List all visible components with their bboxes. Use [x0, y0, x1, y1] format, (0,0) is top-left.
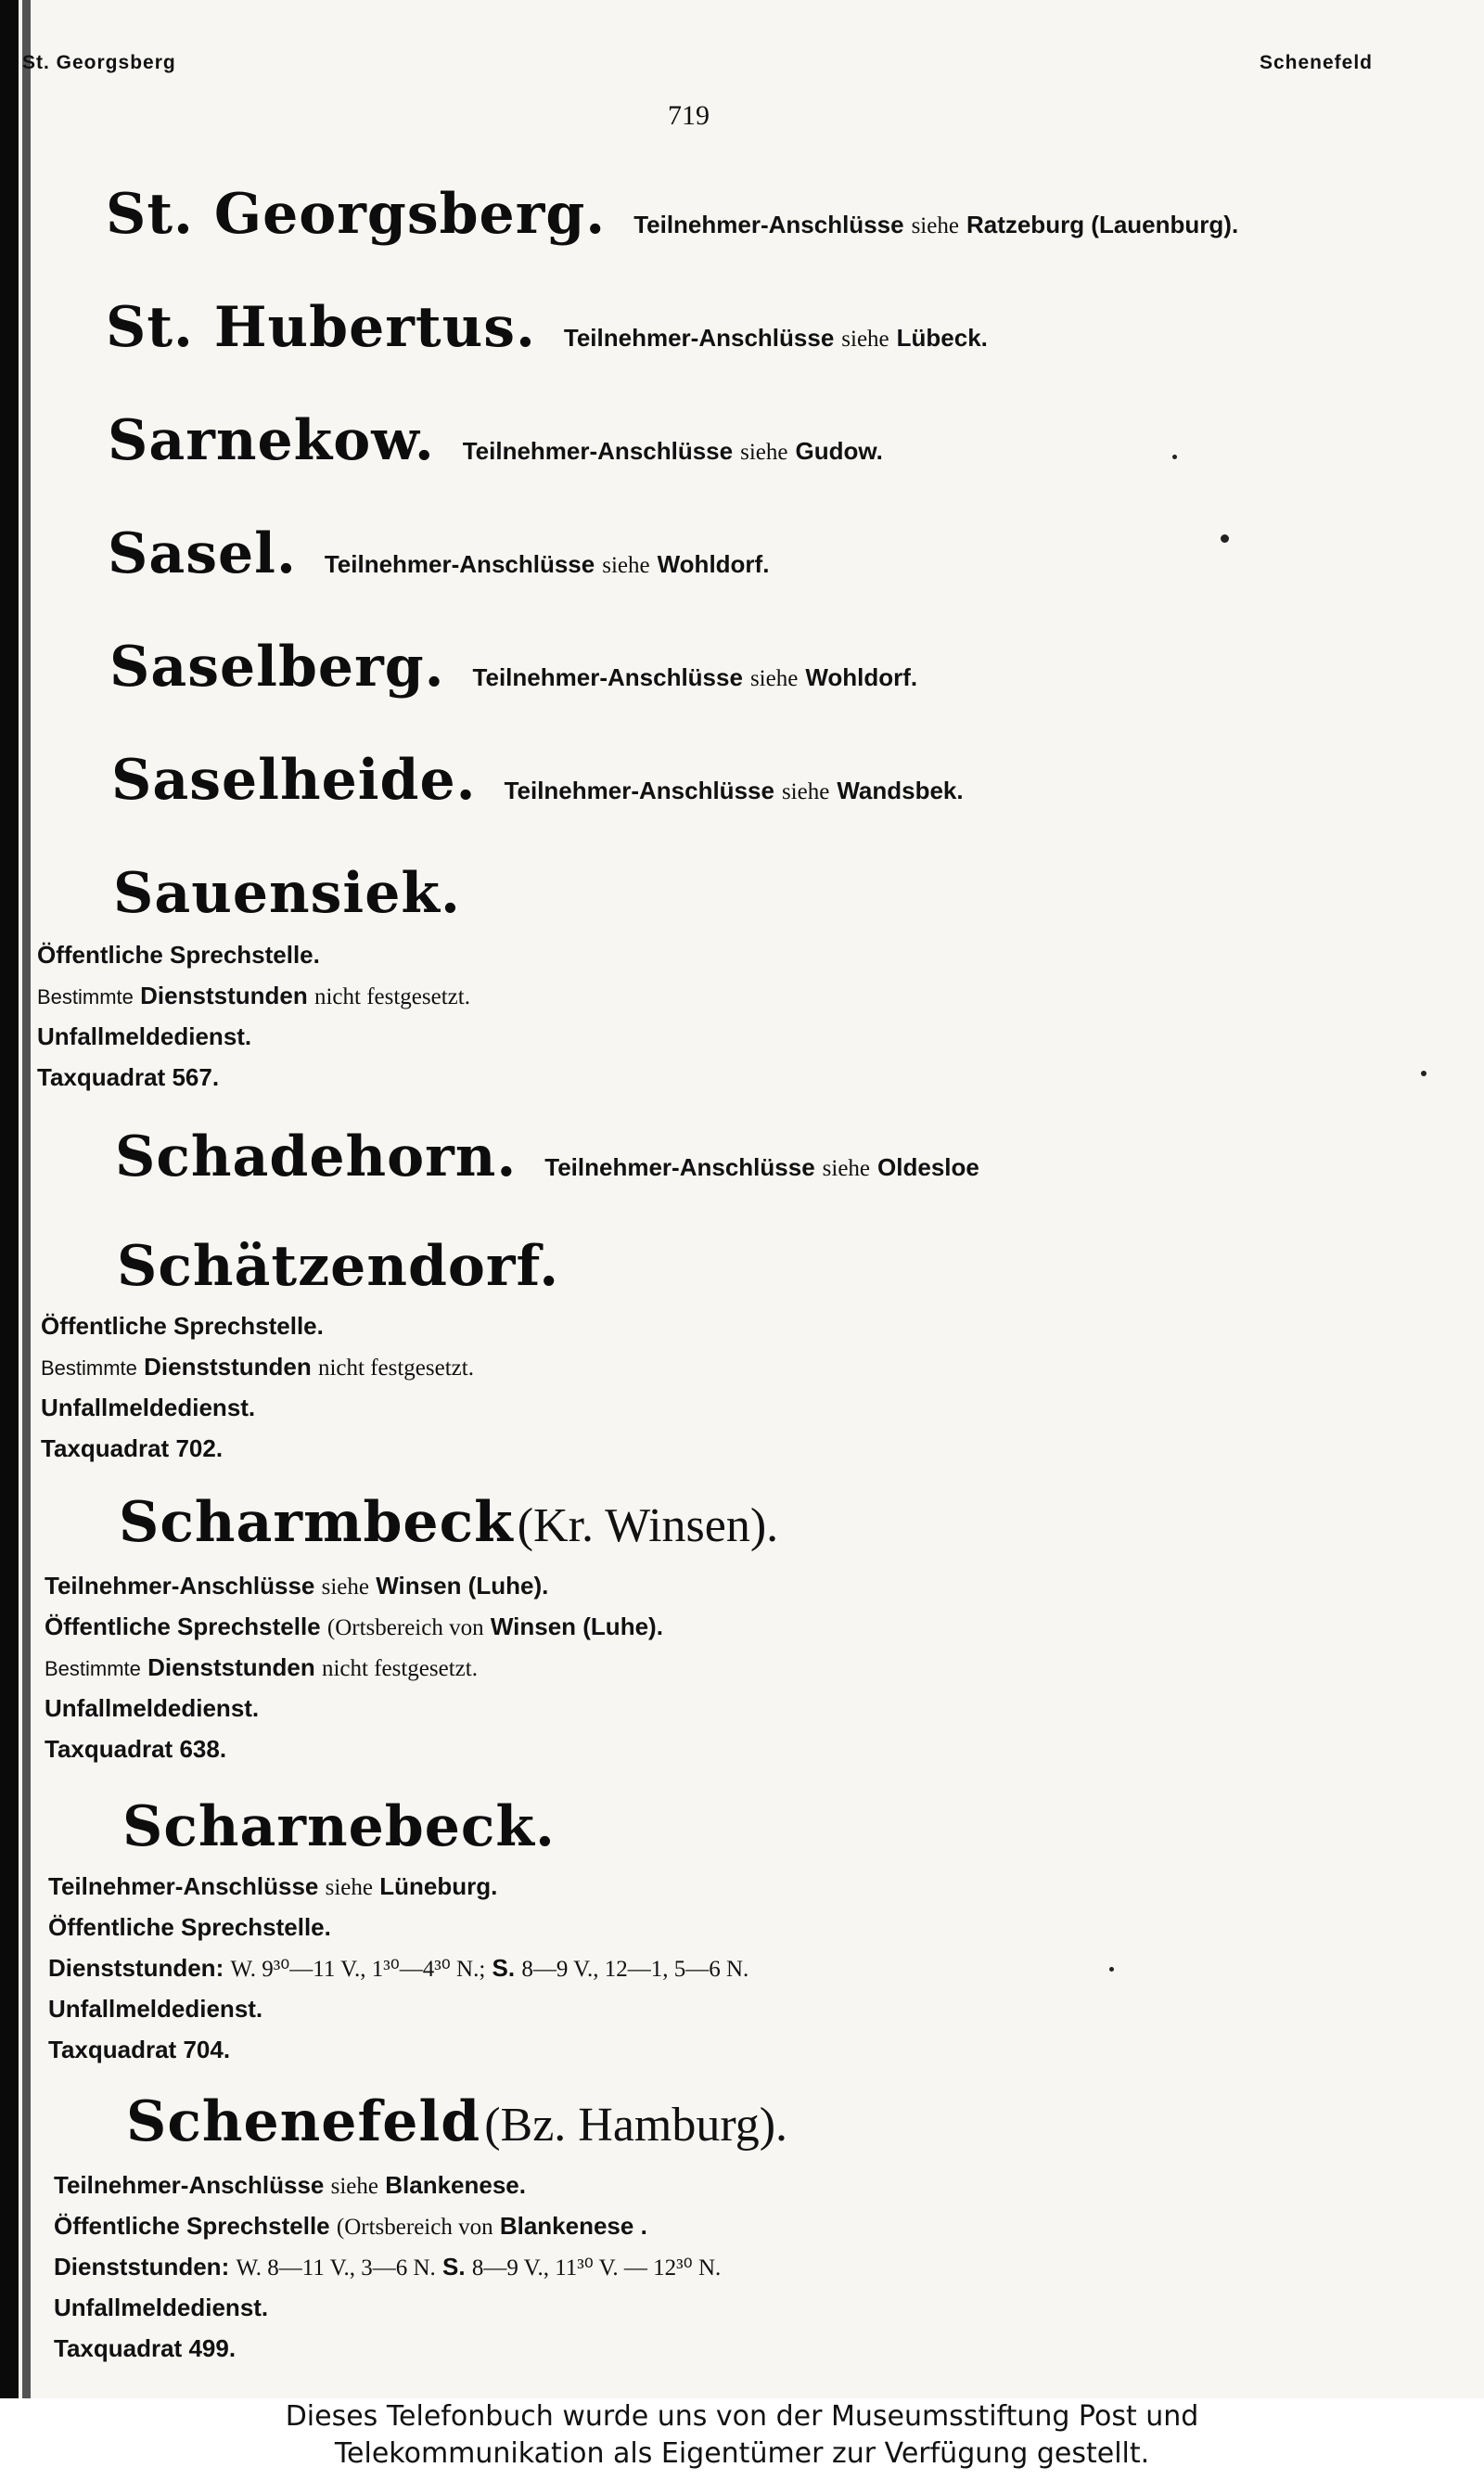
reference-target: Lübeck.	[896, 324, 988, 352]
scharmbeck-teilnehmer	[45, 1572, 548, 1600]
reference-siehe: siehe	[781, 779, 830, 804]
entry-reference	[463, 437, 883, 465]
scharnebeck-sprechstelle: Öffentliche Sprechstelle.	[48, 1913, 331, 1941]
entry-reference	[544, 1153, 979, 1181]
reference-label: Teilnehmer-Anschlüsse	[324, 550, 595, 578]
entry-title: St. Hubertus.	[106, 295, 536, 360]
reference-siehe: siehe	[841, 327, 889, 352]
reference-target: Gudow.	[795, 437, 883, 465]
text-segment: Dienststunden	[140, 982, 308, 1009]
text-segment: (Ortsbereich von	[326, 1615, 484, 1640]
text-segment: Lüneburg.	[379, 1872, 498, 1900]
reference-label: Teilnehmer-Anschlüsse	[504, 777, 774, 804]
sauensiek-taxquadrat: Taxquadrat 567.	[37, 1063, 220, 1091]
schenefeld-sprechstelle	[54, 2212, 647, 2241]
scharnebeck-dienststunden	[48, 1954, 748, 1983]
text-segment: siehe	[330, 2174, 378, 2199]
entry-reference	[564, 324, 988, 352]
text-segment: Winsen (Luhe).	[376, 1572, 549, 1600]
attribution-line-2: Telekommunikation als Eigentümer zur Verfügung gestellt.	[334, 2437, 1150, 2470]
scan-speck	[1421, 1071, 1426, 1076]
scharmbeck-unfallmeldedienst: Unfallmeldedienst.	[45, 1694, 260, 1722]
text-segment: Teilnehmer-Anschlüsse	[48, 1872, 319, 1900]
entry-title: Sasel.	[108, 521, 297, 586]
reference-siehe: siehe	[749, 666, 799, 691]
reference-label: Teilnehmer-Anschlüsse	[472, 663, 743, 691]
text-segment: Bestimmte	[45, 1657, 141, 1680]
scharnebeck-unfallmeldedienst: Unfallmeldedienst.	[48, 1995, 263, 2023]
entry-schaetzendorf	[117, 1234, 559, 1299]
reference-siehe: siehe	[822, 1156, 871, 1181]
entry-title-qualifier: (Bz. Hamburg).	[484, 2099, 788, 2152]
entry-st-hubertus	[106, 295, 988, 360]
reference-label: Teilnehmer-Anschlüsse	[633, 211, 904, 238]
text-segment: Bestimmte	[37, 985, 134, 1009]
text-segment: Dienststunden	[144, 1353, 312, 1381]
entry-scharmbeck	[119, 1490, 778, 1555]
entry-sarnekow	[108, 408, 883, 473]
reference-label: Teilnehmer-Anschlüsse	[563, 324, 835, 352]
reference-label: Teilnehmer-Anschlüsse	[462, 437, 734, 465]
entry-scharnebeck	[122, 1794, 556, 1859]
reference-siehe: siehe	[740, 440, 788, 465]
scharmbeck-dienststunden	[45, 1653, 478, 1682]
text-segment: nicht festgesetzt.	[313, 984, 470, 1009]
schenefeld-taxquadrat: Taxquadrat 499.	[54, 2334, 237, 2362]
page-binding-edge	[0, 0, 19, 2398]
text-segment: Blankenese .	[499, 2212, 647, 2240]
text-segment: S.	[442, 2253, 466, 2281]
entry-title-qualifier: (Kr. Winsen).	[517, 1499, 779, 1552]
scharnebeck-taxquadrat: Taxquadrat 704.	[48, 2036, 231, 2063]
text-segment: S.	[492, 1954, 516, 1982]
text-segment: Teilnehmer-Anschlüsse	[54, 2171, 325, 2199]
page-number: 719	[668, 100, 710, 131]
attribution-footer	[0, 2398, 1484, 2480]
entry-title: Schenefeld	[126, 2089, 481, 2154]
entry-title: Sauensiek.	[113, 861, 461, 926]
text-segment: Dienststunden	[147, 1653, 315, 1681]
text-segment: nicht festgesetzt.	[321, 1656, 478, 1681]
entry-saselberg	[109, 635, 917, 700]
entry-title: St. Georgsberg.	[106, 182, 607, 247]
text-segment: siehe	[321, 1574, 369, 1600]
reference-label: Teilnehmer-Anschlüsse	[544, 1153, 815, 1181]
reference-siehe: siehe	[602, 553, 650, 578]
entry-reference	[473, 663, 918, 691]
entry-title: Scharnebeck.	[122, 1794, 556, 1859]
text-segment: (Ortsbereich von	[336, 2215, 493, 2240]
entry-schadehorn	[115, 1124, 979, 1189]
page-binding-shadow	[22, 0, 31, 2398]
entry-title: Schadehorn.	[115, 1124, 518, 1189]
scan-speck	[1172, 455, 1177, 459]
scharmbeck-taxquadrat: Taxquadrat 638.	[45, 1735, 227, 1763]
schaetzendorf-taxquadrat: Taxquadrat 702.	[41, 1434, 224, 1462]
text-segment: Winsen (Luhe).	[490, 1613, 663, 1640]
scan-speck	[1221, 534, 1229, 543]
schenefeld-teilnehmer	[54, 2171, 526, 2200]
text-segment: Öffentliche Sprechstelle	[45, 1613, 321, 1640]
scan-speck	[1109, 1967, 1114, 1972]
text-segment: nicht festgesetzt.	[317, 1356, 474, 1381]
entry-schenefeld	[126, 2089, 787, 2154]
reference-target: Wandsbek.	[837, 777, 964, 804]
schaetzendorf-unfallmeldedienst: Unfallmeldedienst.	[41, 1394, 256, 1421]
entry-sasel	[108, 521, 769, 586]
text-segment: W. 9³⁰—11 V., 1³⁰—4³⁰ N.;	[230, 1957, 486, 1982]
sauensiek-sprechstelle: Öffentliche Sprechstelle.	[37, 941, 320, 969]
text-segment: 8—9 V., 11³⁰ V. — 12³⁰ N.	[471, 2255, 722, 2281]
entry-reference	[633, 211, 1238, 238]
text-segment: W. 8—11 V., 3—6 N.	[236, 2255, 436, 2281]
scharnebeck-teilnehmer	[48, 1872, 497, 1901]
text-segment: Blankenese.	[385, 2171, 526, 2199]
reference-target: Wohldorf.	[657, 550, 770, 578]
entry-title: Schätzendorf.	[117, 1234, 560, 1299]
entry-title: Saselberg.	[109, 635, 445, 700]
reference-target: Oldesloe	[877, 1153, 979, 1181]
entry-st-georgsberg	[106, 182, 1238, 247]
text-segment: Bestimmte	[41, 1356, 137, 1380]
sauensiek-dienststunden	[37, 982, 470, 1010]
schaetzendorf-sprechstelle: Öffentliche Sprechstelle.	[41, 1312, 324, 1340]
entry-reference	[505, 777, 964, 804]
entry-saselheide	[111, 748, 964, 813]
entry-title: Sarnekow.	[108, 408, 435, 473]
entry-title: Scharmbeck	[119, 1490, 514, 1555]
running-head-right: Schenefeld	[1259, 52, 1373, 73]
entry-sauensiek	[113, 861, 461, 926]
text-segment: Dienststunden:	[54, 2253, 230, 2281]
text-segment: Öffentliche Sprechstelle	[54, 2212, 330, 2240]
entry-title: Saselheide.	[111, 748, 477, 813]
attribution-line-1: Dieses Telefonbuch wurde uns von der Museumsstiftung Post und	[285, 2400, 1199, 2433]
scharmbeck-sprechstelle	[45, 1613, 663, 1641]
running-head-left: St. Georgsberg	[22, 52, 176, 73]
text-segment: Dienststunden:	[48, 1954, 224, 1982]
text-segment: siehe	[325, 1875, 373, 1900]
reference-siehe: siehe	[911, 213, 959, 238]
schaetzendorf-dienststunden	[41, 1353, 474, 1381]
reference-target: Wohldorf.	[805, 663, 918, 691]
sauensiek-unfallmeldedienst: Unfallmeldedienst.	[37, 1022, 252, 1050]
text-segment: Teilnehmer-Anschlüsse	[45, 1572, 315, 1600]
schenefeld-dienststunden	[54, 2253, 721, 2281]
schenefeld-unfallmeldedienst: Unfallmeldedienst.	[54, 2294, 269, 2321]
entry-reference	[325, 550, 770, 578]
text-segment: 8—9 V., 12—1, 5—6 N.	[521, 1957, 749, 1982]
reference-target: Ratzeburg (Lauenburg).	[966, 211, 1239, 238]
